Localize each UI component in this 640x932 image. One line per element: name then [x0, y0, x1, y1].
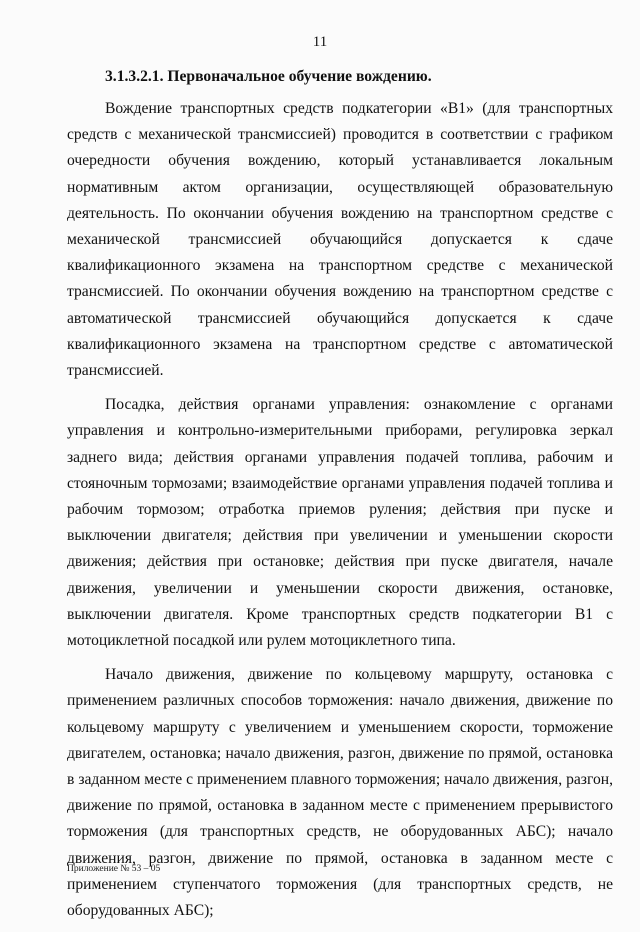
paragraph-braking: Начало движения, движение по кольцевому маршруту, остановка с применением различных способов торможения: начало движения, движение по кольцевому маршруту с увеличением и уменьшением скорости, торможение двигателем, остановка; начало движения, разгон, движение по прямой, остановка в заданном месте с применением плавного торможения; начало движения, разгон, движение по прямой, остановка в заданном месте с применением прерывистого торможения (для транспортных средств, не оборудованных АБС); начало движения, разгон, движение по прямой, остановка в заданном месте с применением ступенчатого торможения (для транспортных средств, не оборудованных АБС); [67, 666, 613, 920]
paragraph-driving-order: Вождение транспортных средств подкатегории «B1» (для транспортных средств с механической трансмиссией) проводится в соответствии с графиком очередности обучения вождению, который устанавливается локальным нормативным актом организации, осуществляющей образовательную деятельность. По окончании обучения вождению на транспортном средстве с механической трансмиссией обучающийся допускается к сдаче квалификационного экзамена на транспортном средстве с механической трансмиссией. По окончании обучения вождению на транспортном средстве с автоматической трансмиссией обучающийся допускается к сдаче квалификационного экзамена на транспортном средстве с автоматической трансмиссией. [67, 100, 613, 380]
page-content [67, 64, 613, 932]
section-heading: 3.1.3.2.1. Первоначальное обучение вождению. [105, 68, 432, 85]
page-footer: Приложение № 53 – 05 [67, 864, 161, 874]
page-number: 11 [312, 34, 328, 50]
paragraph-controls: Посадка, действия органами управления: ознакомление с органами управления и контрольно-измерительными приборами, регулировка зеркал заднего вида; действия органами управления подачей топлива, рабочим и стояночным тормозами; взаимодействие органами управления подачей топлива и рабочим тормозом; отработка приемов руления; действия при пуске и выключении двигателя; действия при увеличении и уменьшении скорости движения; действия при остановке; действия при пуске двигателя, начале движения, увеличении и уменьшении скорости движения, остановке, выключении двигателя. Кроме транспортных средств подкатегории B1 с мотоциклетной посадкой или рулем мотоциклетного типа. [67, 396, 613, 650]
